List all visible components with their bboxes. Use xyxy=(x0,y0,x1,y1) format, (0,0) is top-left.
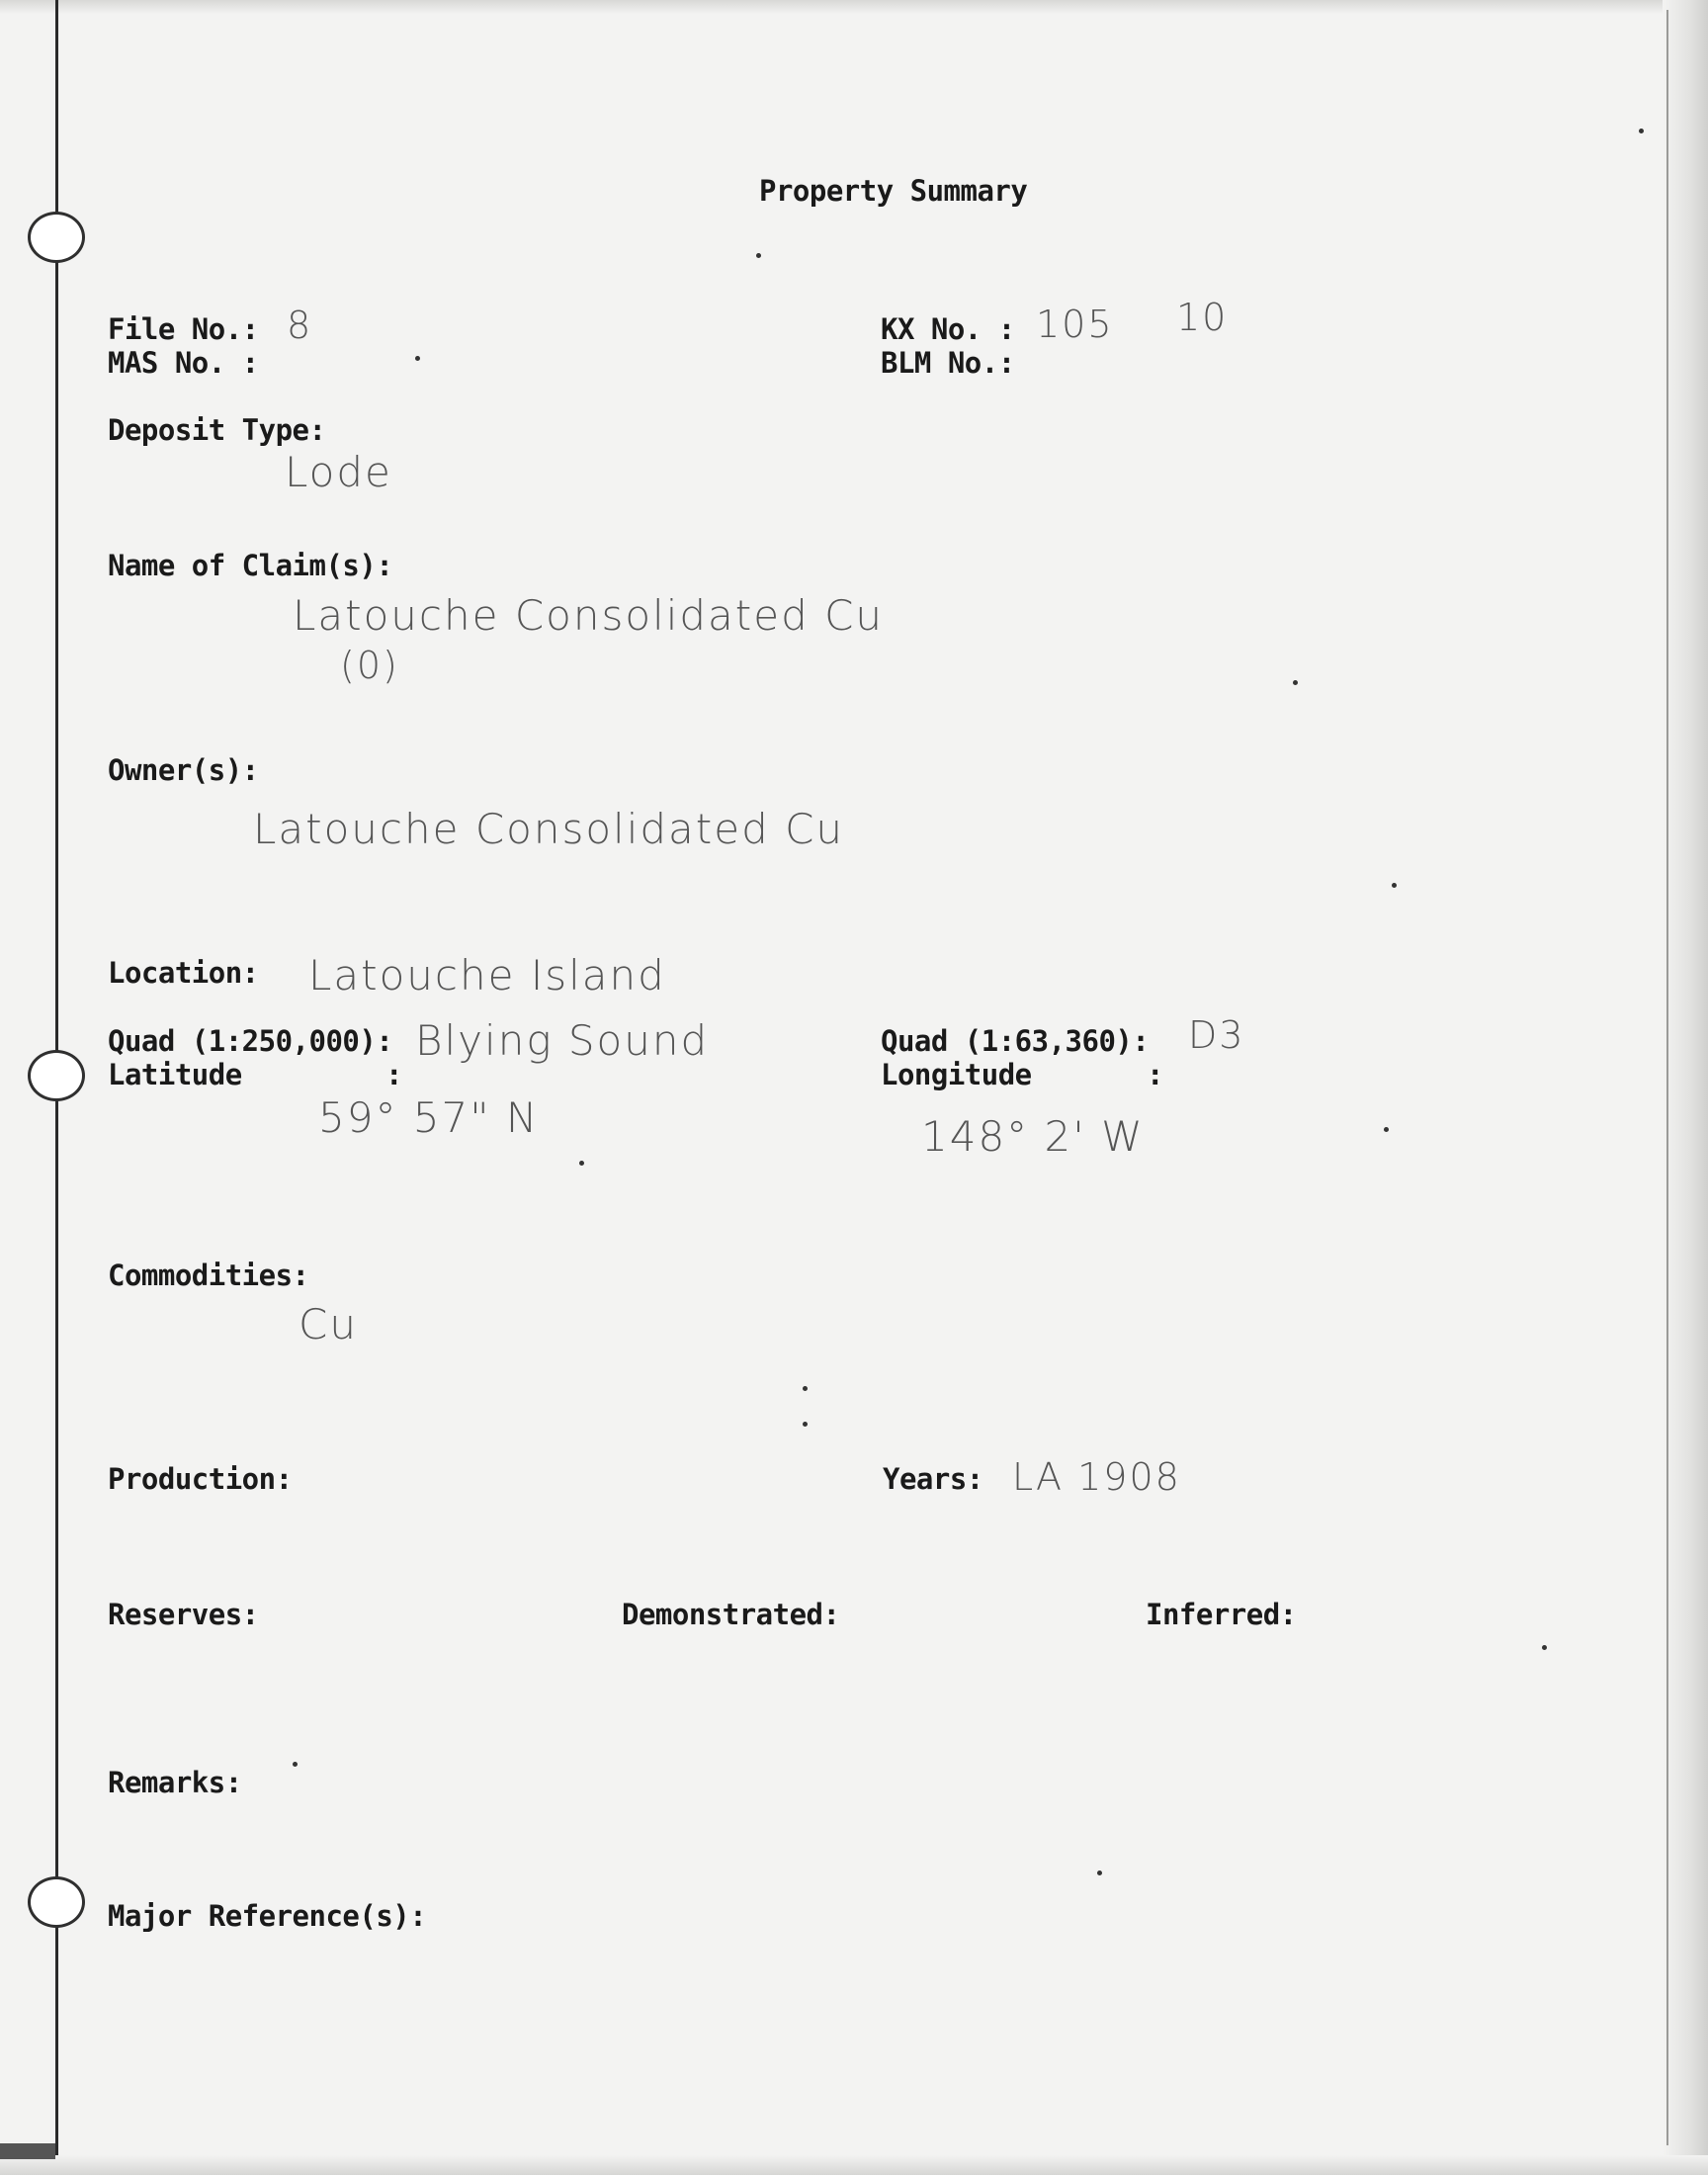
quad-250-value: Blying Sound xyxy=(415,1016,710,1065)
scan-speck xyxy=(1097,1870,1102,1875)
binder-hole-top xyxy=(28,212,85,263)
scan-speck xyxy=(1384,1127,1389,1132)
binder-hole-middle xyxy=(28,1050,85,1101)
longitude-colon: : xyxy=(1147,1058,1163,1091)
deposit-type-label: Deposit Type: xyxy=(108,413,326,447)
claims-value: Latouche Consolidated Cu xyxy=(293,591,885,640)
claims-label: Name of Claim(s): xyxy=(108,549,393,582)
commodities-label: Commodities: xyxy=(108,1259,309,1292)
location-label: Location: xyxy=(108,956,259,990)
scan-speck xyxy=(803,1422,808,1427)
owners-label: Owner(s): xyxy=(108,753,259,787)
years-value: LA 1908 xyxy=(1012,1455,1181,1499)
scan-speck xyxy=(1542,1645,1547,1650)
binder-hole-bottom xyxy=(28,1876,85,1928)
file-no-label: File No.: xyxy=(108,312,259,346)
owners-value: Latouche Consolidated Cu xyxy=(253,805,845,853)
latitude-value: 59° 57" N xyxy=(318,1093,540,1142)
scan-corner-mark xyxy=(0,2143,55,2159)
remarks-label: Remarks: xyxy=(108,1766,242,1799)
quad-250-label: Quad (1:250,000): xyxy=(108,1024,393,1058)
longitude-label: Longitude xyxy=(881,1058,1032,1091)
major-references-label: Major Reference(s): xyxy=(108,1899,427,1933)
kx-no-extra: 10 xyxy=(1176,296,1229,339)
scan-speck xyxy=(579,1161,584,1166)
mas-no-label: MAS No. : xyxy=(108,346,259,380)
deposit-type-value: Lode xyxy=(285,448,392,496)
quad-63-label: Quad (1:63,360): xyxy=(881,1024,1150,1058)
quad-63-value: D3 xyxy=(1188,1013,1245,1057)
scan-top-edge xyxy=(0,0,1708,14)
scan-speck xyxy=(415,356,420,361)
latitude-label: Latitude xyxy=(108,1058,242,1091)
location-value: Latouche Island xyxy=(308,951,666,1000)
demonstrated-label: Demonstrated: xyxy=(622,1598,840,1631)
blm-no-label: BLM No.: xyxy=(881,346,1015,380)
page-title: Property Summary xyxy=(759,174,1028,208)
scan-speck xyxy=(293,1762,298,1767)
scan-speck xyxy=(1639,129,1644,133)
reserves-label: Reserves: xyxy=(108,1598,259,1631)
kx-no-label: KX No. : xyxy=(881,312,1015,346)
latitude-colon: : xyxy=(385,1058,402,1091)
scan-right-edge xyxy=(1663,0,1708,2175)
scan-speck xyxy=(803,1386,808,1391)
production-label: Production: xyxy=(108,1462,293,1496)
years-label: Years: xyxy=(883,1462,983,1496)
inferred-label: Inferred: xyxy=(1146,1598,1297,1631)
claims-note: (0) xyxy=(340,644,399,687)
page-right-border xyxy=(1666,10,1668,2145)
kx-no-value: 105 xyxy=(1036,303,1114,346)
scan-speck xyxy=(1293,680,1298,685)
commodities-value: Cu xyxy=(299,1300,358,1348)
scan-speck xyxy=(756,253,761,258)
longitude-value: 148° 2' W xyxy=(921,1112,1145,1161)
file-no-value: 8 xyxy=(287,304,313,347)
scan-speck xyxy=(1392,883,1397,888)
scan-bottom-edge xyxy=(0,2155,1708,2175)
